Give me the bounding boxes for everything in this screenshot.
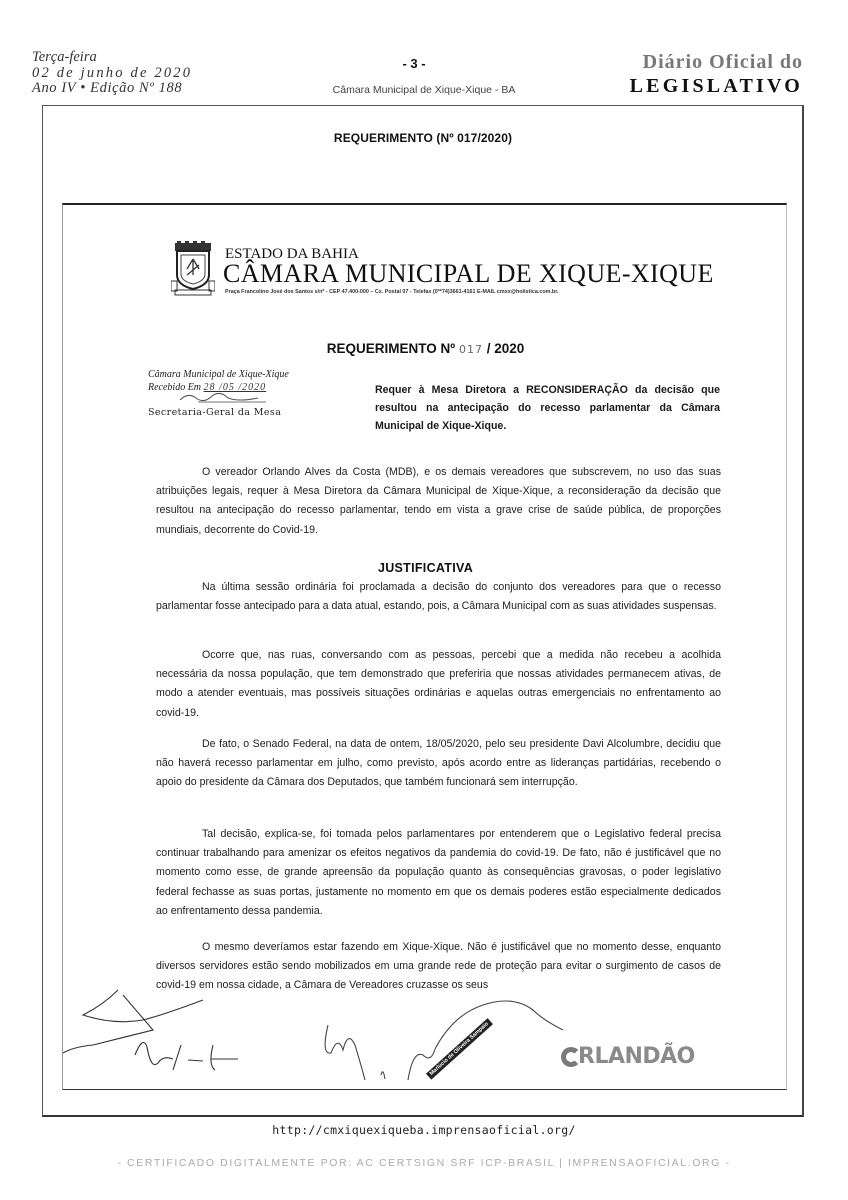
requirement-summary: Requer à Mesa Diretora a RECONSIDERAÇÃO da decisão que resultou na antecipação do recesso parlamentar da Câmara Municipal de Xique-Xique. xyxy=(375,384,720,432)
weekday: Terça-feira xyxy=(32,49,97,65)
signature-name-stamp: Marlúcio de Oliveira Sampaio xyxy=(426,1018,493,1079)
masthead-line1: Diário Oficial do xyxy=(642,51,803,73)
justification-paragraph-4 xyxy=(156,825,721,921)
signature-2-icon xyxy=(325,1025,385,1080)
intro-text: O vereador Orlando Alves da Costa (MDB), e os demais vereadores que subscrevem, no uso das suas atribuições legais, requer à Mesa Diretora da Câmara Municipal de Xique-Xique, a reconsideração da decisão que resultou na antecipação do recesso parlamentar, tendo em vista a grave crise de saúde pública, de proporções mundiais, decorrente do Covid-19. xyxy=(156,466,721,536)
stamp-signature-icon xyxy=(178,392,268,404)
digital-certificate-notice: - CERTIFICADO DIGITALMENTE POR: AC CERTSIGN SRF ICP-BRASIL | IMPRENSAOFICIAL.ORG - xyxy=(117,1157,731,1169)
document-title: REQUERIMENTO (Nº 017/2020) xyxy=(333,131,513,145)
paragraph-text: Ocorre que, nas ruas, conversando com as pessoas, percebi que a medida não recebeu a acolhida necessária da nossa população, que tem demonstrado que preferiria que nossas atividades permanecem ativas, de modo a atender eventuais, mas possíveis situações ordinárias e aquelas outras emergenciais no enfrentamento ao covid-19. xyxy=(156,649,721,719)
justification-paragraph-3 xyxy=(156,735,721,793)
letterhead-chamber-name: CÂMARA MUNICIPAL DE XIQUE-XIQUE xyxy=(223,259,714,288)
orlandao-logo xyxy=(561,1044,695,1069)
publication-date: 02 de junho de 2020 xyxy=(32,64,193,81)
stamp-chamber: Câmara Municipal de Xique-Xique xyxy=(148,369,289,380)
stamp-received-date: 28 /05 /2020 xyxy=(203,382,267,393)
letterhead-address: Praça Francolino José dos Santos s/nº - CEP 47.400-000 – Cx. Postal 07 - Telefax (0**74)3661-4161 E-MAIL cmxx@holistica.com.br. xyxy=(225,289,559,295)
paragraph-text: Na última sessão ordinária foi proclamada a decisão do conjunto dos vereadores para que o recesso parlamentar fosse antecipado para a data atual, estando, pois, a Câmara Municipal com as suas atividades suspensas. xyxy=(156,581,721,613)
justification-paragraph-2 xyxy=(156,646,721,723)
coat-of-arms-icon xyxy=(171,241,215,297)
signature-1-icon xyxy=(63,990,238,1070)
requirement-heading-prefix: REQUERIMENTO Nº xyxy=(326,341,456,356)
requirement-heading-suffix: / 2020 xyxy=(486,341,525,356)
scanned-document xyxy=(62,203,787,1090)
stamp-department: Secretaria-Geral da Mesa xyxy=(148,407,282,418)
masthead-line2: LEGISLATIVO xyxy=(629,75,803,97)
logo-text: RLANDÃO xyxy=(578,1044,695,1069)
handwritten-number: 017 xyxy=(458,343,483,356)
institution-name: Câmara Municipal de Xique-Xique - BA xyxy=(332,84,516,96)
masthead xyxy=(630,50,803,98)
paragraph-text: Tal decisão, explica-se, foi tomada pelos parlamentares por entenderem que o Legislativo federal precisa continuar trabalhando para amenizar os efeitos negativos da pandemia do covid-19. De fato, não é justificável que no momento como esse, de grande apreensão da população quanto às consequências gravosas, o poder legislativo federal fechasse as suas portas, justamente no momento em que os demais poderes estão especialmente dedicados ao enfrentamento dessa pandemia. xyxy=(156,828,721,917)
page-number: - 3 - xyxy=(402,56,426,71)
edition-number: Ano IV • Edição Nº 188 xyxy=(32,80,183,96)
justification-title: JUSTIFICATIVA xyxy=(377,561,474,575)
paragraph-text: O mesmo deveríamos estar fazendo em Xique-Xique. Não é justificável que no momento desse, enquanto diversos servidores estão sendo mobilizados em uma grande rede de proteção para evitar o surgimento de casos de covid-19 em nossa cidade, a Câmara de Vereadores cruzasse os seus xyxy=(156,941,721,992)
paragraph-text: De fato, o Senado Federal, na data de ontem, 18/05/2020, pelo seu presidente Davi Alcolumbre, decidiu que não haverá recesso parlamentar em julho, como previsto, após acordo entre as lideranças partidárias, recebendo o apoio do presidente da Câmara dos Deputados, que também funcionará sem interrupção. xyxy=(156,738,721,789)
letterhead-state: ESTADO DA BAHIA xyxy=(225,246,359,262)
stamp-received-label: Recebido Em xyxy=(148,382,202,393)
footer-url[interactable]: http://cmxiquexiqueba.imprensaoficial.org/ xyxy=(272,1123,576,1137)
requirement-heading xyxy=(63,341,787,356)
intro-paragraph xyxy=(156,463,721,540)
receipt-stamp xyxy=(148,368,289,419)
justification-paragraph-1 xyxy=(156,578,721,616)
